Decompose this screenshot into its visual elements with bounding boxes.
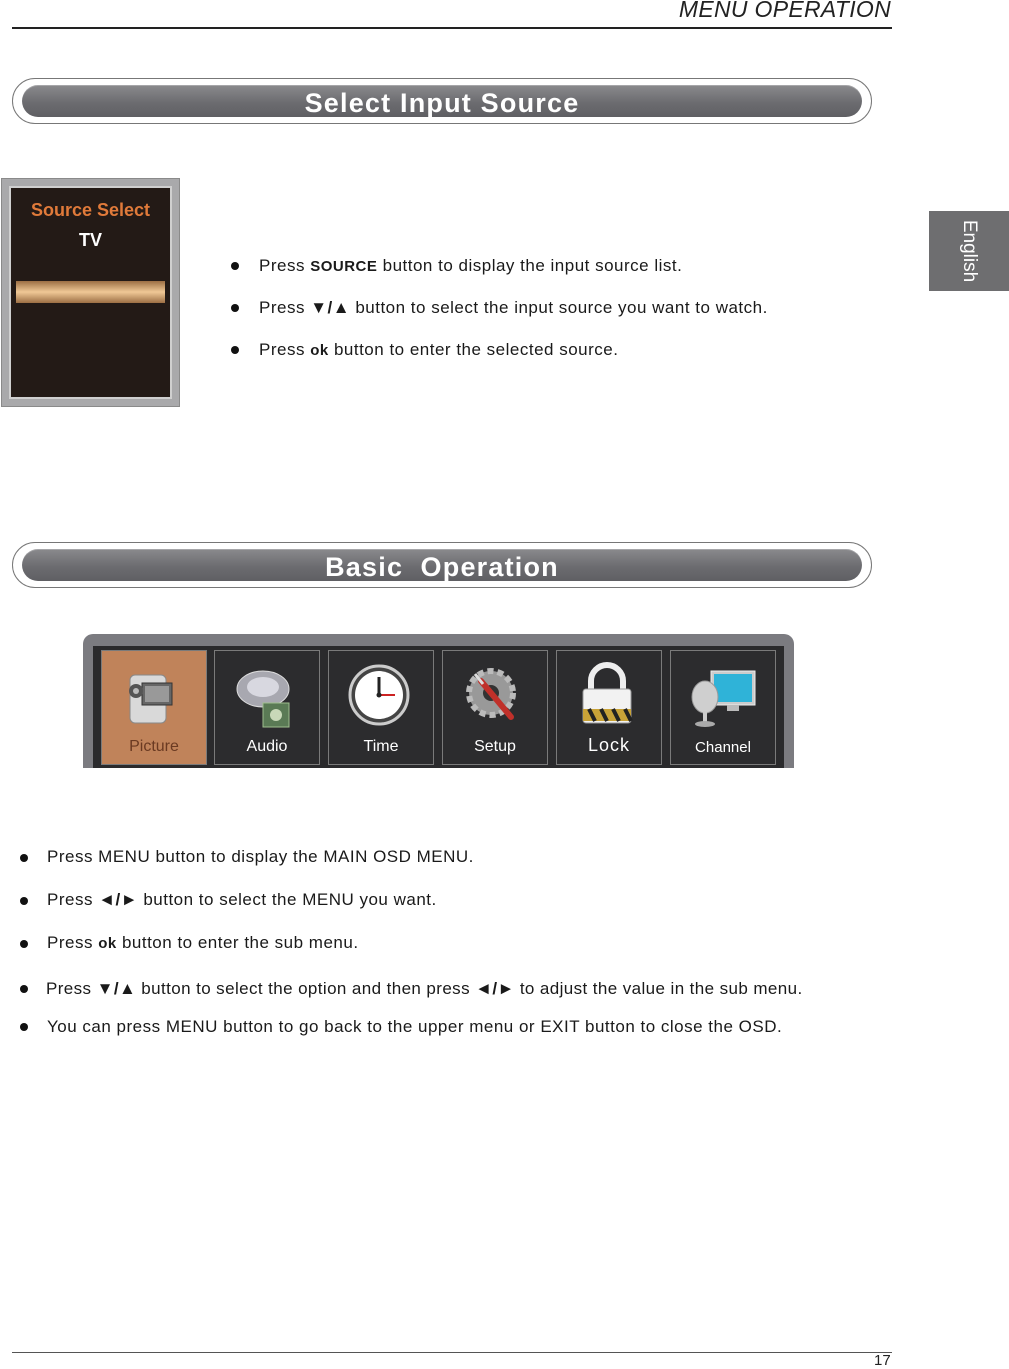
left-right-arrow-icon: ◄/► [98, 890, 139, 909]
instruction-text: button to display the input source list. [382, 256, 683, 275]
section-title: Select Input Source [304, 88, 580, 118]
page-header-title: MENU OPERATION [678, 0, 891, 22]
banner-bar [22, 549, 862, 581]
page-number: 17 [874, 1352, 891, 1369]
instruction-line [47, 933, 359, 953]
up-down-arrow-icon: ▼/▲ [96, 979, 137, 998]
instruction-line [259, 298, 768, 318]
menu-tile-picture [101, 650, 207, 765]
instruction-text: Press [259, 298, 305, 317]
menu-tile-label: Setup [474, 738, 516, 755]
camcorder-icon [120, 661, 190, 733]
instruction-text: Press [259, 256, 305, 275]
instruction-line [46, 979, 803, 999]
left-right-arrow-icon: ◄/► [475, 979, 515, 998]
instruction-text: Press [259, 340, 305, 359]
instruction-line: You can press MENU button to go back to the upper menu or EXIT button to close the OSD. [47, 1017, 783, 1036]
instruction-text: button to select the option and then press [141, 979, 470, 998]
gear-screwdriver-icon [461, 661, 531, 733]
instruction-text: to adjust the value in the sub menu. [519, 979, 803, 998]
header-rule [12, 27, 892, 29]
source-key-label: SOURCE [310, 258, 378, 275]
instruction-text: Press [46, 979, 92, 998]
bullet-icon [231, 304, 239, 312]
instruction-text: button to enter the selected source. [333, 340, 619, 359]
satellite-monitor-icon [689, 661, 759, 733]
instruction-line: Press MENU button to display the MAIN OSD MENU. [47, 847, 474, 866]
up-down-arrow-icon: ▼/▲ [310, 298, 351, 317]
instruction-line [259, 340, 618, 360]
instruction-text: button to select the MENU you want. [143, 890, 437, 909]
footer-rule [12, 1352, 892, 1353]
bullet-icon [231, 346, 239, 354]
menu-tile-audio [214, 650, 320, 765]
menu-tile-setup [442, 650, 548, 765]
menu-tile-label: Channel [695, 739, 751, 756]
padlock-icon [575, 661, 645, 733]
instruction-text: button to enter the sub menu. [121, 933, 359, 952]
source-item-tv: TV [78, 230, 102, 250]
source-highlight-bar [16, 281, 165, 303]
source-select-panel [1, 178, 180, 407]
instruction-line [47, 890, 437, 910]
ok-key-label: ok [310, 342, 329, 359]
bullet-icon [231, 262, 239, 270]
instruction-text: Press [47, 933, 93, 952]
ok-key-label: ok [98, 935, 117, 952]
menu-tile-channel [670, 650, 776, 765]
menu-tile-lock [556, 650, 662, 765]
language-tab [929, 211, 1009, 291]
bullet-icon [20, 854, 28, 862]
source-select-inner [9, 186, 172, 399]
bullet-icon [20, 940, 28, 948]
speaker-icon [233, 661, 303, 733]
main-osd-menu [83, 634, 794, 768]
menu-tile-label: Picture [129, 738, 179, 755]
section-banner-select-input-source [12, 78, 872, 124]
bullet-icon [20, 897, 28, 905]
menu-tile-label: Audio [246, 738, 288, 755]
menu-tile-time [328, 650, 434, 765]
section-title: Basic Operation [325, 552, 559, 582]
instruction-text: button to select the input source you want to watch. [355, 298, 768, 317]
bullet-icon [20, 1023, 28, 1031]
section-banner-basic-operation [12, 542, 872, 588]
clock-icon [347, 661, 417, 733]
language-tab-label: English [959, 219, 980, 283]
bullet-icon [20, 985, 28, 993]
instruction-line [259, 256, 682, 276]
instruction-text: Press [47, 890, 93, 909]
menu-tile-label: Lock [587, 735, 631, 755]
menu-tile-label: Time [363, 738, 399, 755]
banner-bar [22, 85, 862, 117]
source-select-title: Source Select [30, 200, 151, 220]
